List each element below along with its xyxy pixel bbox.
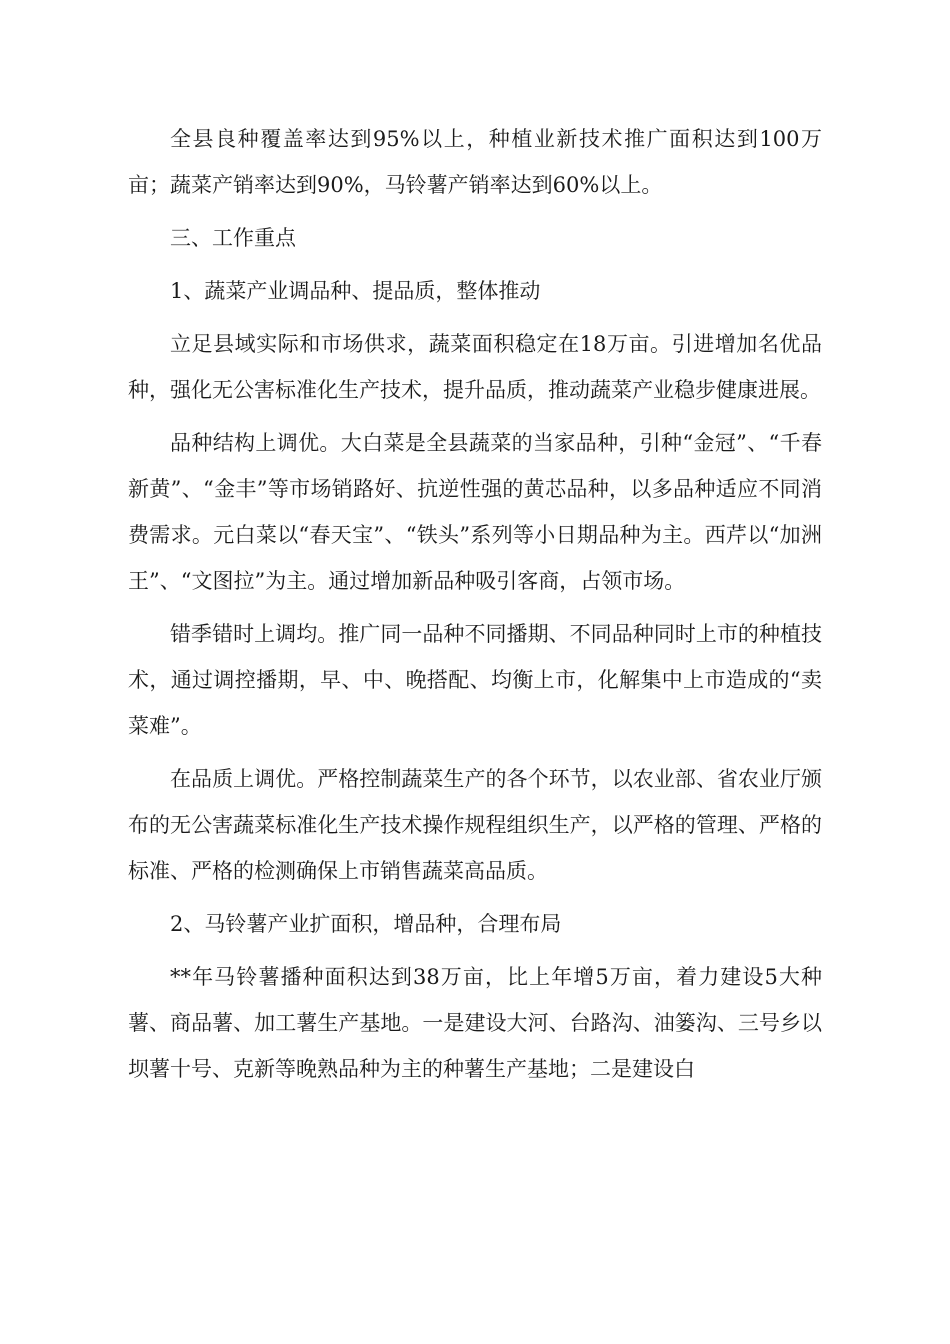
paragraph-staggered-season: 错季错时上调均。推广同一品种不同播期、不同品种同时上市的种植技术，通过调控播期，早、中、晚搭配、均衡上市，化解集中上市造成的“卖菜难”。: [128, 622, 822, 738]
subheading-vegetable-industry: 1、蔬菜产业调品种、提品质，整体推动: [170, 279, 541, 303]
document-body: [128, 116, 822, 1099]
paragraph-quality: 在品质上调优。严格控制蔬菜生产的各个环节，以农业部、省农业厅颁布的无公害蔬菜标准化生产技术操作规程组织生产，以严格的管理、严格的标准、严格的检测确保上市销售蔬菜高品质。: [128, 767, 822, 883]
paragraph-targets: 全县良种覆盖率达到95%以上，种植业新技术推广面积达到100万亩；蔬菜产销率达到90%，马铃薯产销率达到60%以上。: [128, 127, 822, 197]
section-heading-work-focus: 三、工作重点: [170, 226, 296, 250]
paragraph-variety-structure: 品种结构上调优。大白菜是全县蔬菜的当家品种，引种“金冠”、“千春新黄”、“金丰”等市场销路好、抗逆性强的黄芯品种，以多品种适应不同消费需求。元白菜以“春天宝”、“铁头”系列等小日期品种为主。西芹以“加洲王”、“文图拉”为主。通过增加新品种吸引客商，占领市场。: [128, 431, 822, 593]
paragraph-potato-area: **年马铃薯播种面积达到38万亩，比上年增5万亩，着力建设5大种薯、商品薯、加工薯生产基地。一是建设大河、台路沟、油篓沟、三号乡以坝薯十号、克新等晚熟品种为主的种薯生产基地；二是建设白: [128, 965, 822, 1081]
subheading-potato-industry: 2、马铃薯产业扩面积，增品种，合理布局: [170, 912, 562, 936]
paragraph-vegetable-area: 立足县域实际和市场供求，蔬菜面积稳定在18万亩。引进增加名优品种，强化无公害标准化生产技术，提升品质，推动蔬菜产业稳步健康进展。: [128, 332, 822, 402]
